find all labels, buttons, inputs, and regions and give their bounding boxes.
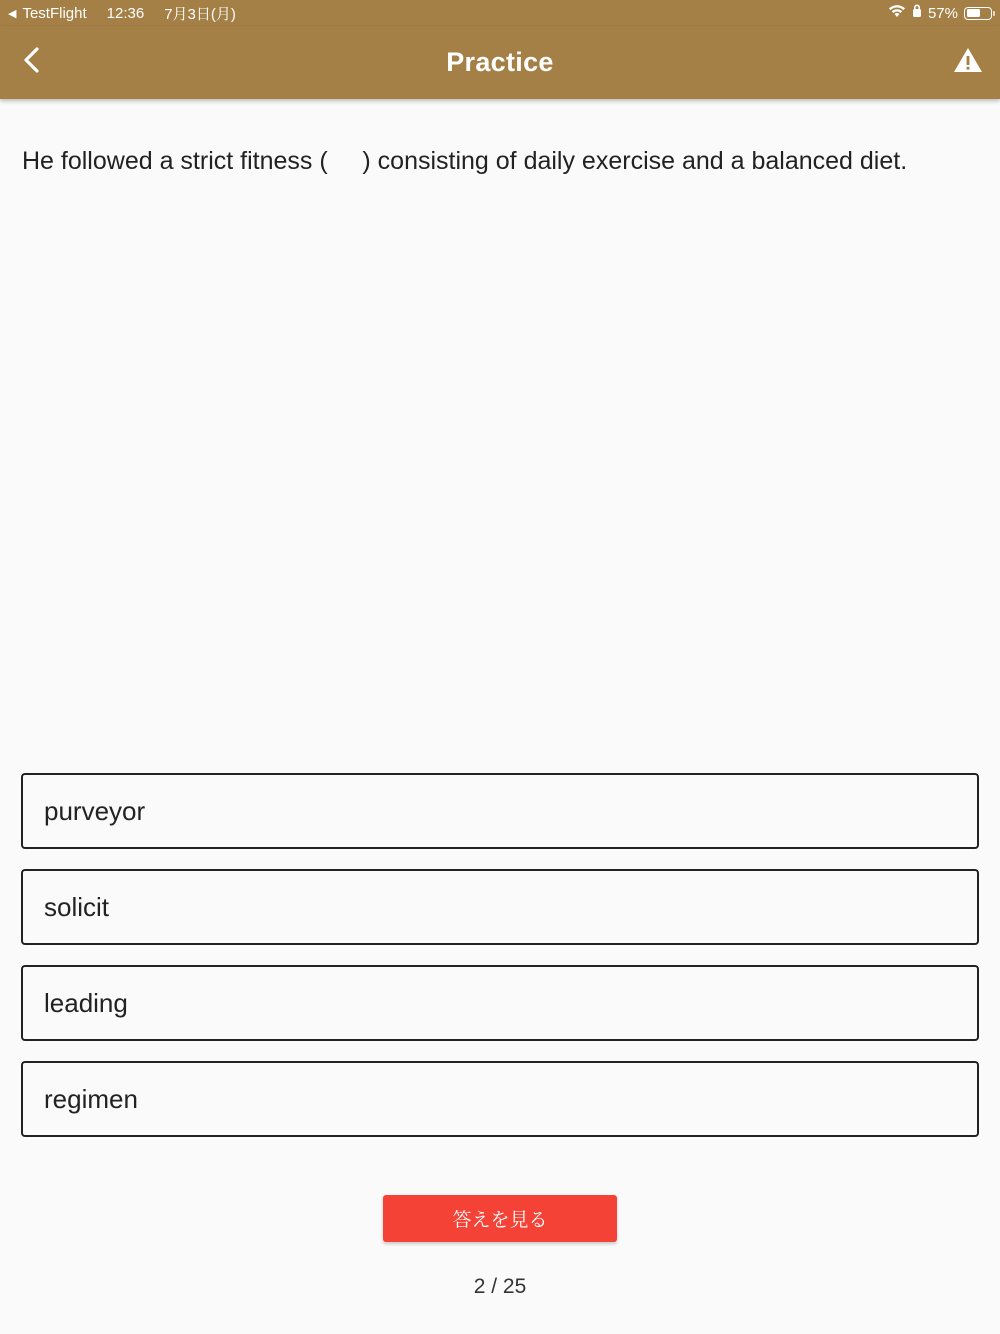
back-to-app-icon[interactable]: ◀ [8, 7, 17, 20]
choice-option-1[interactable]: purveyor [21, 773, 979, 849]
status-time: 12:36 [106, 4, 145, 22]
status-bar [0, 0, 1000, 26]
choice-option-3[interactable]: leading [21, 965, 979, 1041]
warning-icon [953, 47, 983, 78]
status-left [8, 3, 236, 24]
status-date: 7月3日(月) [164, 5, 236, 23]
page-title: Practice [446, 47, 554, 77]
back-button[interactable] [14, 42, 50, 82]
choice-option-2[interactable]: solicit [21, 869, 979, 945]
choice-option-4[interactable]: regimen [21, 1061, 979, 1137]
report-button[interactable] [950, 42, 986, 82]
show-answer-button[interactable]: 答えを見る [383, 1195, 617, 1242]
choice-list [21, 773, 979, 1157]
status-right [888, 4, 992, 22]
question-progress: 2 / 25 [473, 1275, 527, 1298]
wifi-icon [888, 4, 906, 22]
chevron-left-icon [22, 46, 42, 79]
battery-percent: 57% [927, 4, 958, 22]
back-to-app-label[interactable]: TestFlight [22, 4, 87, 22]
battery-icon [964, 7, 992, 20]
app-bar [0, 26, 1000, 99]
orientation-lock-icon [912, 4, 922, 22]
question-text: He followed a strict fitness ( ) consisting of daily exercise and a balanced diet. [22, 147, 908, 175]
